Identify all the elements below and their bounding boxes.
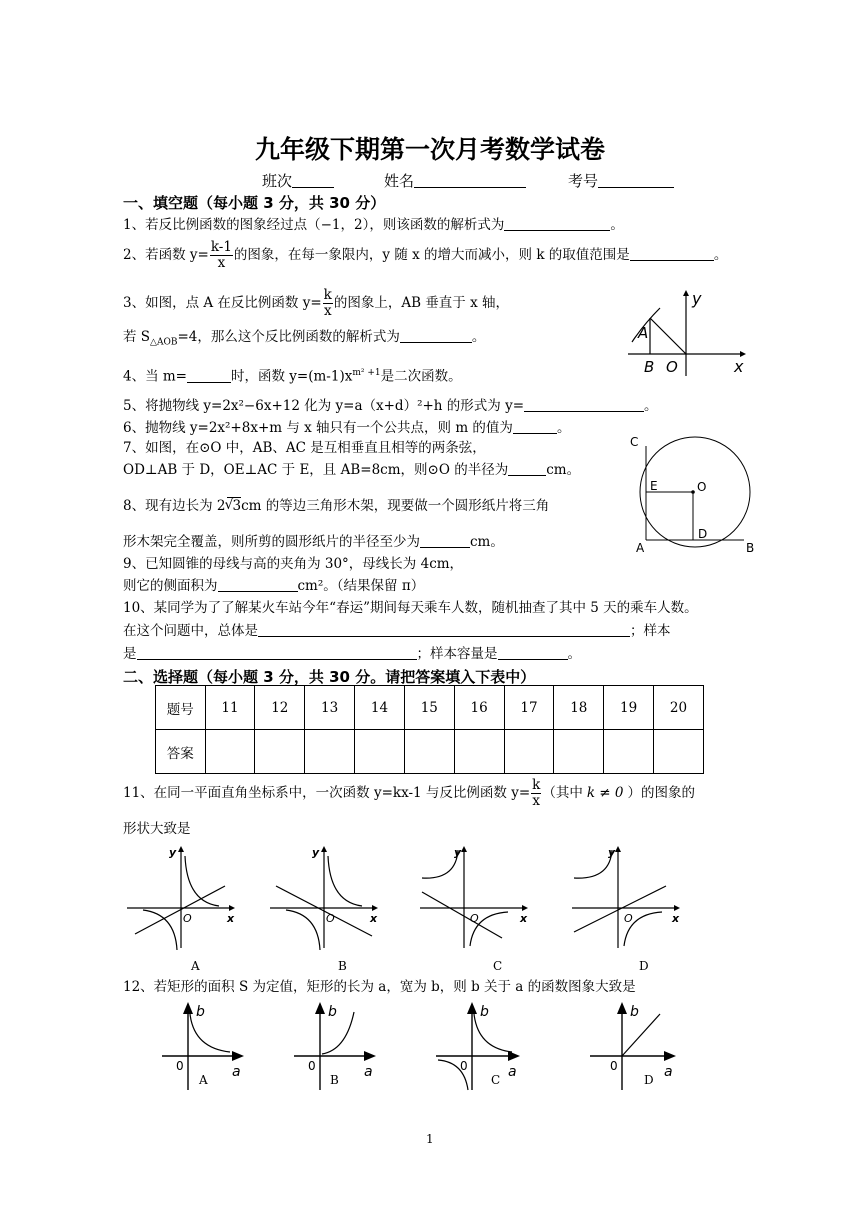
answer-cell[interactable] bbox=[305, 730, 355, 774]
answer-cell[interactable] bbox=[554, 730, 604, 774]
table-cell-12: 12 bbox=[255, 686, 305, 730]
question-5: 5、将抛物线 y=2x²−6x+12 化为 y=a（x+d）²+h 的形式为 y= 。 bbox=[123, 398, 658, 414]
section2-heading: 二、选择题（每小题 3 分，共 30 分。请把答案填入下表中） bbox=[123, 668, 536, 686]
question-10: 10、某同学为了了解某火车站今年“春运”期间每天乘车人数，随机抽查了其中 5 天的乘车人数。 bbox=[123, 600, 698, 616]
question-3-line2: 若 $S_{\triangle AOB}=4$，那么这个反比例函数的解析式为 。 bbox=[123, 329, 486, 348]
answer-cell[interactable] bbox=[504, 730, 554, 774]
answer-cell[interactable] bbox=[255, 730, 305, 774]
answer-cell[interactable] bbox=[454, 730, 504, 774]
axis-label-a: a bbox=[364, 1064, 373, 1080]
question-6: 6、抛物线 y=2x²+8x+m 与 x 轴只有一个公共点，则 m 的值为 。 bbox=[123, 420, 571, 436]
axis-label-y: y bbox=[454, 846, 462, 859]
fig-q7-label-d: D bbox=[698, 527, 708, 541]
table-cell-19: 19 bbox=[604, 686, 654, 730]
axis-label-o: O bbox=[624, 912, 633, 925]
q11-graph-c bbox=[418, 842, 538, 952]
question-2: 2、若函数 y= $\frac{k-1}{x}$ 的图象，在每一象限内，y 随 x 的增大而减小，则 k 的取值范围是 。 bbox=[123, 239, 728, 271]
question-7-line2: OD⊥AB 于 D，OE⊥AC 于 E，且 AB=8cm，则⊙O 的半径为 cm。 bbox=[123, 462, 581, 478]
axis-label-y: y bbox=[608, 846, 616, 859]
axis-label-o: O bbox=[183, 912, 192, 925]
answer-cell[interactable] bbox=[604, 730, 654, 774]
table-cell-15: 15 bbox=[404, 686, 454, 730]
q12-option-d: D bbox=[644, 1073, 654, 1087]
axis-label-x: x bbox=[227, 912, 235, 925]
table-cell-13: 13 bbox=[305, 686, 355, 730]
table-row bbox=[156, 730, 704, 774]
table-cell-20: 20 bbox=[654, 686, 704, 730]
answer-cell[interactable] bbox=[205, 730, 255, 774]
question-9-line2: 则它的侧面积为 cm²。（结果保留 π） bbox=[123, 578, 425, 594]
axis-label-b: b bbox=[328, 1004, 337, 1020]
page-number: 1 bbox=[426, 1132, 434, 1146]
q12-graph-a bbox=[160, 1000, 260, 1095]
name-label: 姓名 bbox=[384, 172, 526, 190]
question-3: 3、如图，点 A 在反比例函数 y= $\frac{k}{x}$ 的图象上，AB 垂直于 x 轴， bbox=[123, 287, 510, 319]
question-9: 9、已知圆锥的母线与高的夹角为 30°，母线长为 4cm， bbox=[123, 556, 464, 572]
table-label-number: 题号 bbox=[156, 686, 206, 730]
axis-label-b: b bbox=[196, 1004, 205, 1020]
fig-q3-label-o: O bbox=[666, 358, 678, 376]
class-label: 班次 bbox=[262, 172, 334, 190]
section1-heading: 一、填空题（每小题 3 分，共 30 分） bbox=[123, 194, 386, 212]
axis-label-y: y bbox=[169, 846, 177, 859]
q11-graph-a bbox=[125, 842, 245, 952]
question-11-line2: 形状大致是 bbox=[123, 821, 191, 837]
fig-q7-label-b: B bbox=[746, 541, 755, 555]
table-row bbox=[156, 686, 704, 730]
axis-label-b: b bbox=[630, 1004, 639, 1020]
axis-label-y: y bbox=[312, 846, 320, 859]
figure-q7 bbox=[620, 428, 770, 558]
fig-q3-label-b: B bbox=[644, 358, 655, 376]
axis-label-zero: 0 bbox=[610, 1059, 618, 1073]
fig-q3-label-y: y bbox=[692, 289, 702, 308]
q11-graph-d bbox=[570, 842, 690, 952]
question-4: 4、当 m= 时，函数 $y=(m-1)x^{m^2 +1}$是二次函数。 bbox=[123, 368, 462, 385]
question-10-line3: 是 ；样本容量是 。 bbox=[123, 646, 581, 662]
axis-label-a: a bbox=[508, 1064, 517, 1080]
axis-label-x: x bbox=[672, 912, 680, 925]
q12-option-a: A bbox=[199, 1073, 208, 1087]
number-label: 考号 bbox=[568, 172, 674, 190]
question-11: 11、在同一平面直角坐标系中，一次函数 y=kx-1 与反比例函数 y= $\frac{k}{x}$ （其中 k ≠ 0 ）的图象的 bbox=[123, 777, 695, 809]
question-10-line2: 在这个问题中，总体是 ；样本 bbox=[123, 623, 671, 639]
axis-label-x: x bbox=[520, 912, 528, 925]
q12-option-b: B bbox=[330, 1073, 339, 1087]
table-cell-11: 11 bbox=[205, 686, 255, 730]
q11-option-a: A bbox=[191, 959, 200, 973]
axis-label-a: a bbox=[664, 1064, 673, 1080]
q12-option-c: C bbox=[491, 1073, 501, 1087]
axis-label-zero: 0 bbox=[460, 1059, 468, 1073]
axis-label-o: O bbox=[326, 912, 335, 925]
fig-q3-label-x: x bbox=[734, 357, 744, 376]
figure-q3 bbox=[620, 288, 750, 378]
fig-q7-label-a: A bbox=[636, 541, 645, 555]
q12-graph-b bbox=[292, 1000, 392, 1095]
fig-q7-label-o: O bbox=[697, 480, 707, 494]
axis-label-zero: 0 bbox=[176, 1059, 184, 1073]
q11-option-d: D bbox=[639, 959, 649, 973]
axis-label-x: x bbox=[370, 912, 378, 925]
table-cell-17: 17 bbox=[504, 686, 554, 730]
answer-cell[interactable] bbox=[355, 730, 405, 774]
fig-q7-label-e: E bbox=[650, 479, 658, 493]
axis-label-zero: 0 bbox=[308, 1059, 316, 1073]
answer-table bbox=[155, 685, 704, 774]
table-cell-16: 16 bbox=[454, 686, 504, 730]
question-1: 1、若反比例函数的图象经过点（−1，2），则该函数的解析式为 。 bbox=[123, 217, 624, 233]
table-cell-14: 14 bbox=[355, 686, 405, 730]
q11-option-c: C bbox=[493, 959, 503, 973]
table-cell-18: 18 bbox=[554, 686, 604, 730]
q12-graph-c bbox=[434, 1000, 534, 1095]
fig-q3-label-a: A bbox=[638, 324, 649, 342]
page-title: 九年级下期第一次月考数学试卷 bbox=[254, 135, 605, 164]
axis-label-o: O bbox=[470, 912, 479, 925]
axis-label-b: b bbox=[480, 1004, 489, 1020]
axis-label-a: a bbox=[232, 1064, 241, 1080]
question-12: 12、若矩形的面积 S 为定值，矩形的长为 a，宽为 b，则 b 关于 a 的函数图象大致是 bbox=[123, 979, 636, 995]
question-8: 8、现有边长为 2 √ 3cm 的等边三角形木架，现要做一个圆形纸片将三角 bbox=[123, 497, 550, 514]
question-8-line2: 形木架完全覆盖，则所剪的圆形纸片的半径至少为 cm。 bbox=[123, 534, 504, 550]
question-7: 7、如图，在⊙O 中，AB、AC 是互相垂直且相等的两条弦， bbox=[123, 440, 486, 456]
table-label-answer: 答案 bbox=[156, 730, 206, 774]
answer-cell[interactable] bbox=[654, 730, 704, 774]
q11-graph-b bbox=[268, 842, 388, 952]
q11-option-b: B bbox=[338, 959, 347, 973]
answer-cell[interactable] bbox=[404, 730, 454, 774]
fig-q7-label-c: C bbox=[630, 435, 639, 449]
q12-graph-d bbox=[588, 1000, 688, 1095]
